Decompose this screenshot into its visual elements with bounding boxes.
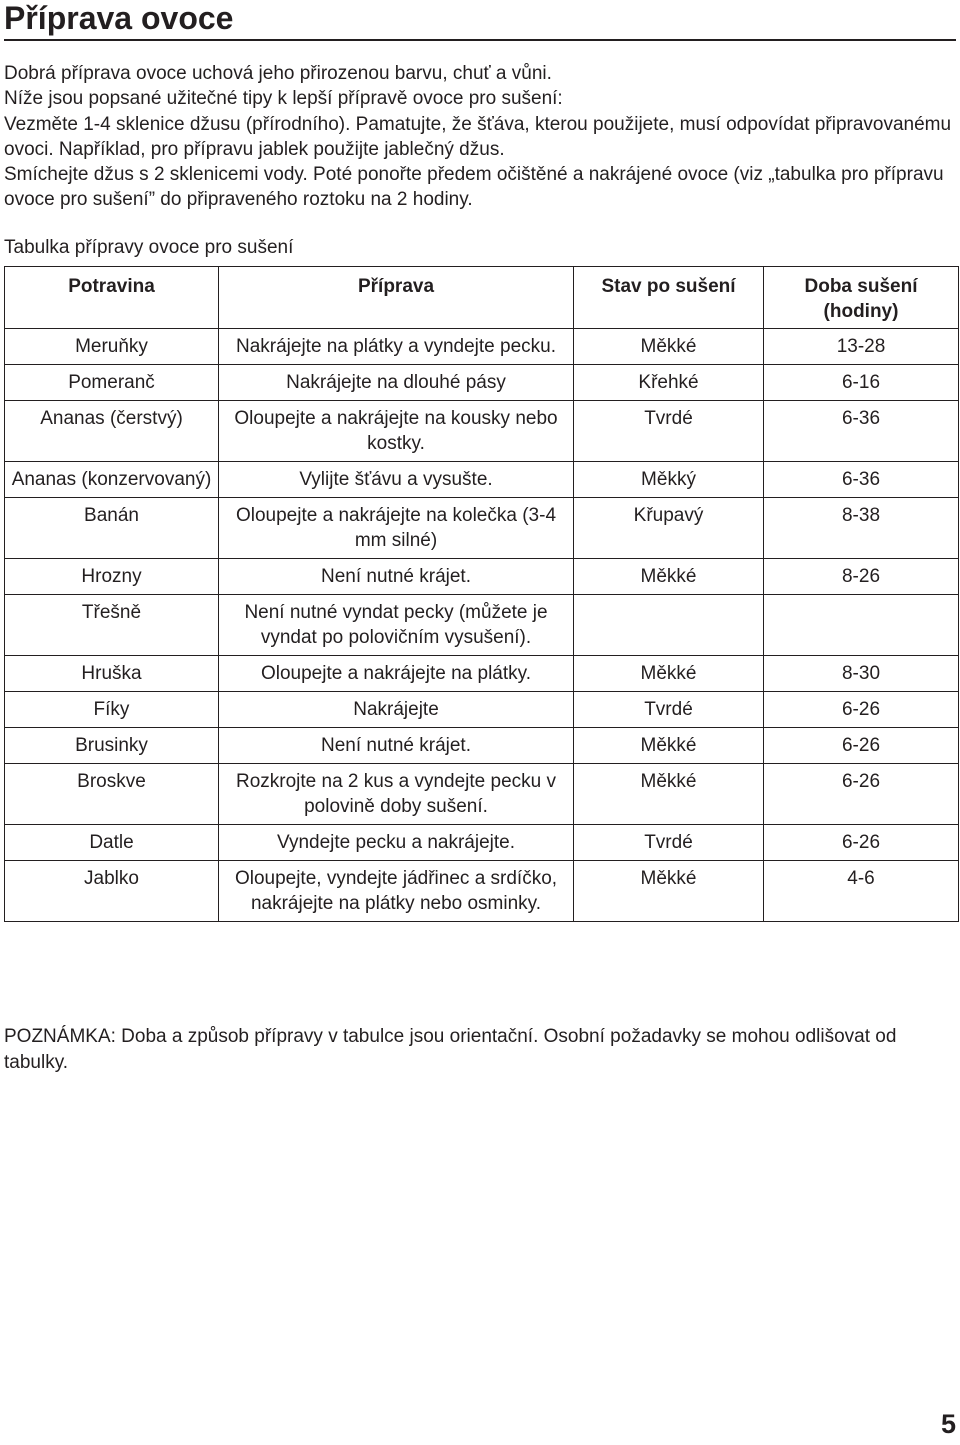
column-header-drying-time: Doba sušení (hodiny) [764,267,959,329]
cell-preparation: Nakrájejte na dlouhé pásy [219,365,574,401]
cell-drying-time: 6-26 [764,764,959,825]
table-header-row [5,267,959,329]
fruit-preparation-table [4,266,959,922]
cell-food: Třešně [5,595,219,656]
cell-drying-time: 8-38 [764,498,959,559]
cell-preparation: Nakrájejte na plátky a vyndejte pecku. [219,329,574,365]
cell-state: Měkké [574,559,764,595]
cell-drying-time [764,595,959,656]
table-row [5,595,959,656]
cell-food: Broskve [5,764,219,825]
cell-food: Datle [5,825,219,861]
cell-food: Banán [5,498,219,559]
table-row [5,498,959,559]
cell-drying-time: 13-28 [764,329,959,365]
table-body [5,329,959,922]
cell-preparation: Nakrájejte [219,692,574,728]
intro-paragraph: Smíchejte džus s 2 sklenicemi vody. Poté ponořte předem očištěné a nakrájené ovoce (viz „tabulka pro přípravu ovoce pro sušení” do připraveného roztoku na 2 hodiny. [4,164,944,211]
table-row [5,861,959,922]
cell-food: Ananas (konzervovaný) [5,462,219,498]
intro-paragraph: Níže jsou popsané užitečné tipy k lepší přípravě ovoce pro sušení: [4,88,563,110]
cell-drying-time: 8-26 [764,559,959,595]
table-row [5,825,959,861]
cell-preparation: Není nutné krájet. [219,559,574,595]
cell-drying-time: 8-30 [764,656,959,692]
table-row [5,365,959,401]
cell-state: Křehké [574,365,764,401]
table-row [5,764,959,825]
cell-food: Jablko [5,861,219,922]
column-header-state-after-drying: Stav po sušení [574,267,764,329]
table-row [5,462,959,498]
cell-state: Tvrdé [574,401,764,462]
cell-preparation: Oloupejte a nakrájejte na kolečka (3-4 mm silné) [219,498,574,559]
cell-preparation: Oloupejte a nakrájejte na kousky nebo kostky. [219,401,574,462]
cell-food: Meruňky [5,329,219,365]
cell-preparation: Není nutné krájet. [219,728,574,764]
page-title: Příprava ovoce [4,0,234,36]
title-underline [4,39,956,41]
cell-preparation: Oloupejte, vyndejte jádřinec a srdíčko, nakrájejte na plátky nebo osminky. [219,861,574,922]
page-number: 5 [940,1409,956,1439]
cell-drying-time: 4-6 [764,861,959,922]
cell-food: Ananas (čerstvý) [5,401,219,462]
cell-preparation: Vylijte šťávu a vysušte. [219,462,574,498]
cell-preparation: Rozkrojte na 2 kus a vyndejte pecku v polovině doby sušení. [219,764,574,825]
cell-food: Hrozny [5,559,219,595]
cell-state: Měkké [574,861,764,922]
intro-paragraph: Vezměte 1-4 sklenice džusu (přírodního). Pamatujte, že šťáva, kterou použijete, musí odpovídat připravovanému ovoci. Například, pro přípravu jablek použijte jablečný džus. [4,113,952,160]
cell-drying-time: 6-16 [764,365,959,401]
note-text: POZNÁMKA: Doba a způsob přípravy v tabulce jsou orientační. Osobní požadavky se mohou odlišovat od tabulky. [4,1026,897,1073]
cell-state: Měkké [574,728,764,764]
table-row [5,401,959,462]
column-header-food: Potravina [5,267,219,329]
cell-drying-time: 6-26 [764,825,959,861]
cell-state: Měkké [574,764,764,825]
cell-food: Brusinky [5,728,219,764]
cell-preparation: Není nutné vyndat pecky (můžete je vyndat po polovičním vysušení). [219,595,574,656]
cell-drying-time: 6-26 [764,728,959,764]
cell-state: Tvrdé [574,825,764,861]
cell-drying-time: 6-26 [764,692,959,728]
table-row [5,559,959,595]
cell-state: Měkký [574,462,764,498]
table-row [5,692,959,728]
cell-state [574,595,764,656]
column-header-preparation: Příprava [219,267,574,329]
cell-food: Hruška [5,656,219,692]
cell-preparation: Vyndejte pecku a nakrájejte. [219,825,574,861]
table-caption: Tabulka přípravy ovoce pro sušení [4,237,294,258]
cell-state: Měkké [574,329,764,365]
table-row [5,656,959,692]
intro-paragraph: Dobrá příprava ovoce uchová jeho přirozenou barvu, chuť a vůni. [4,63,552,84]
cell-drying-time: 6-36 [764,401,959,462]
cell-state: Tvrdé [574,692,764,728]
table-row [5,728,959,764]
cell-drying-time: 6-36 [764,462,959,498]
cell-state: Křupavý [574,498,764,559]
intro-text [4,61,954,213]
cell-state: Měkké [574,656,764,692]
cell-food: Fíky [5,692,219,728]
cell-food: Pomeranč [5,365,219,401]
cell-preparation: Oloupejte a nakrájejte na plátky. [219,656,574,692]
table-row [5,329,959,365]
